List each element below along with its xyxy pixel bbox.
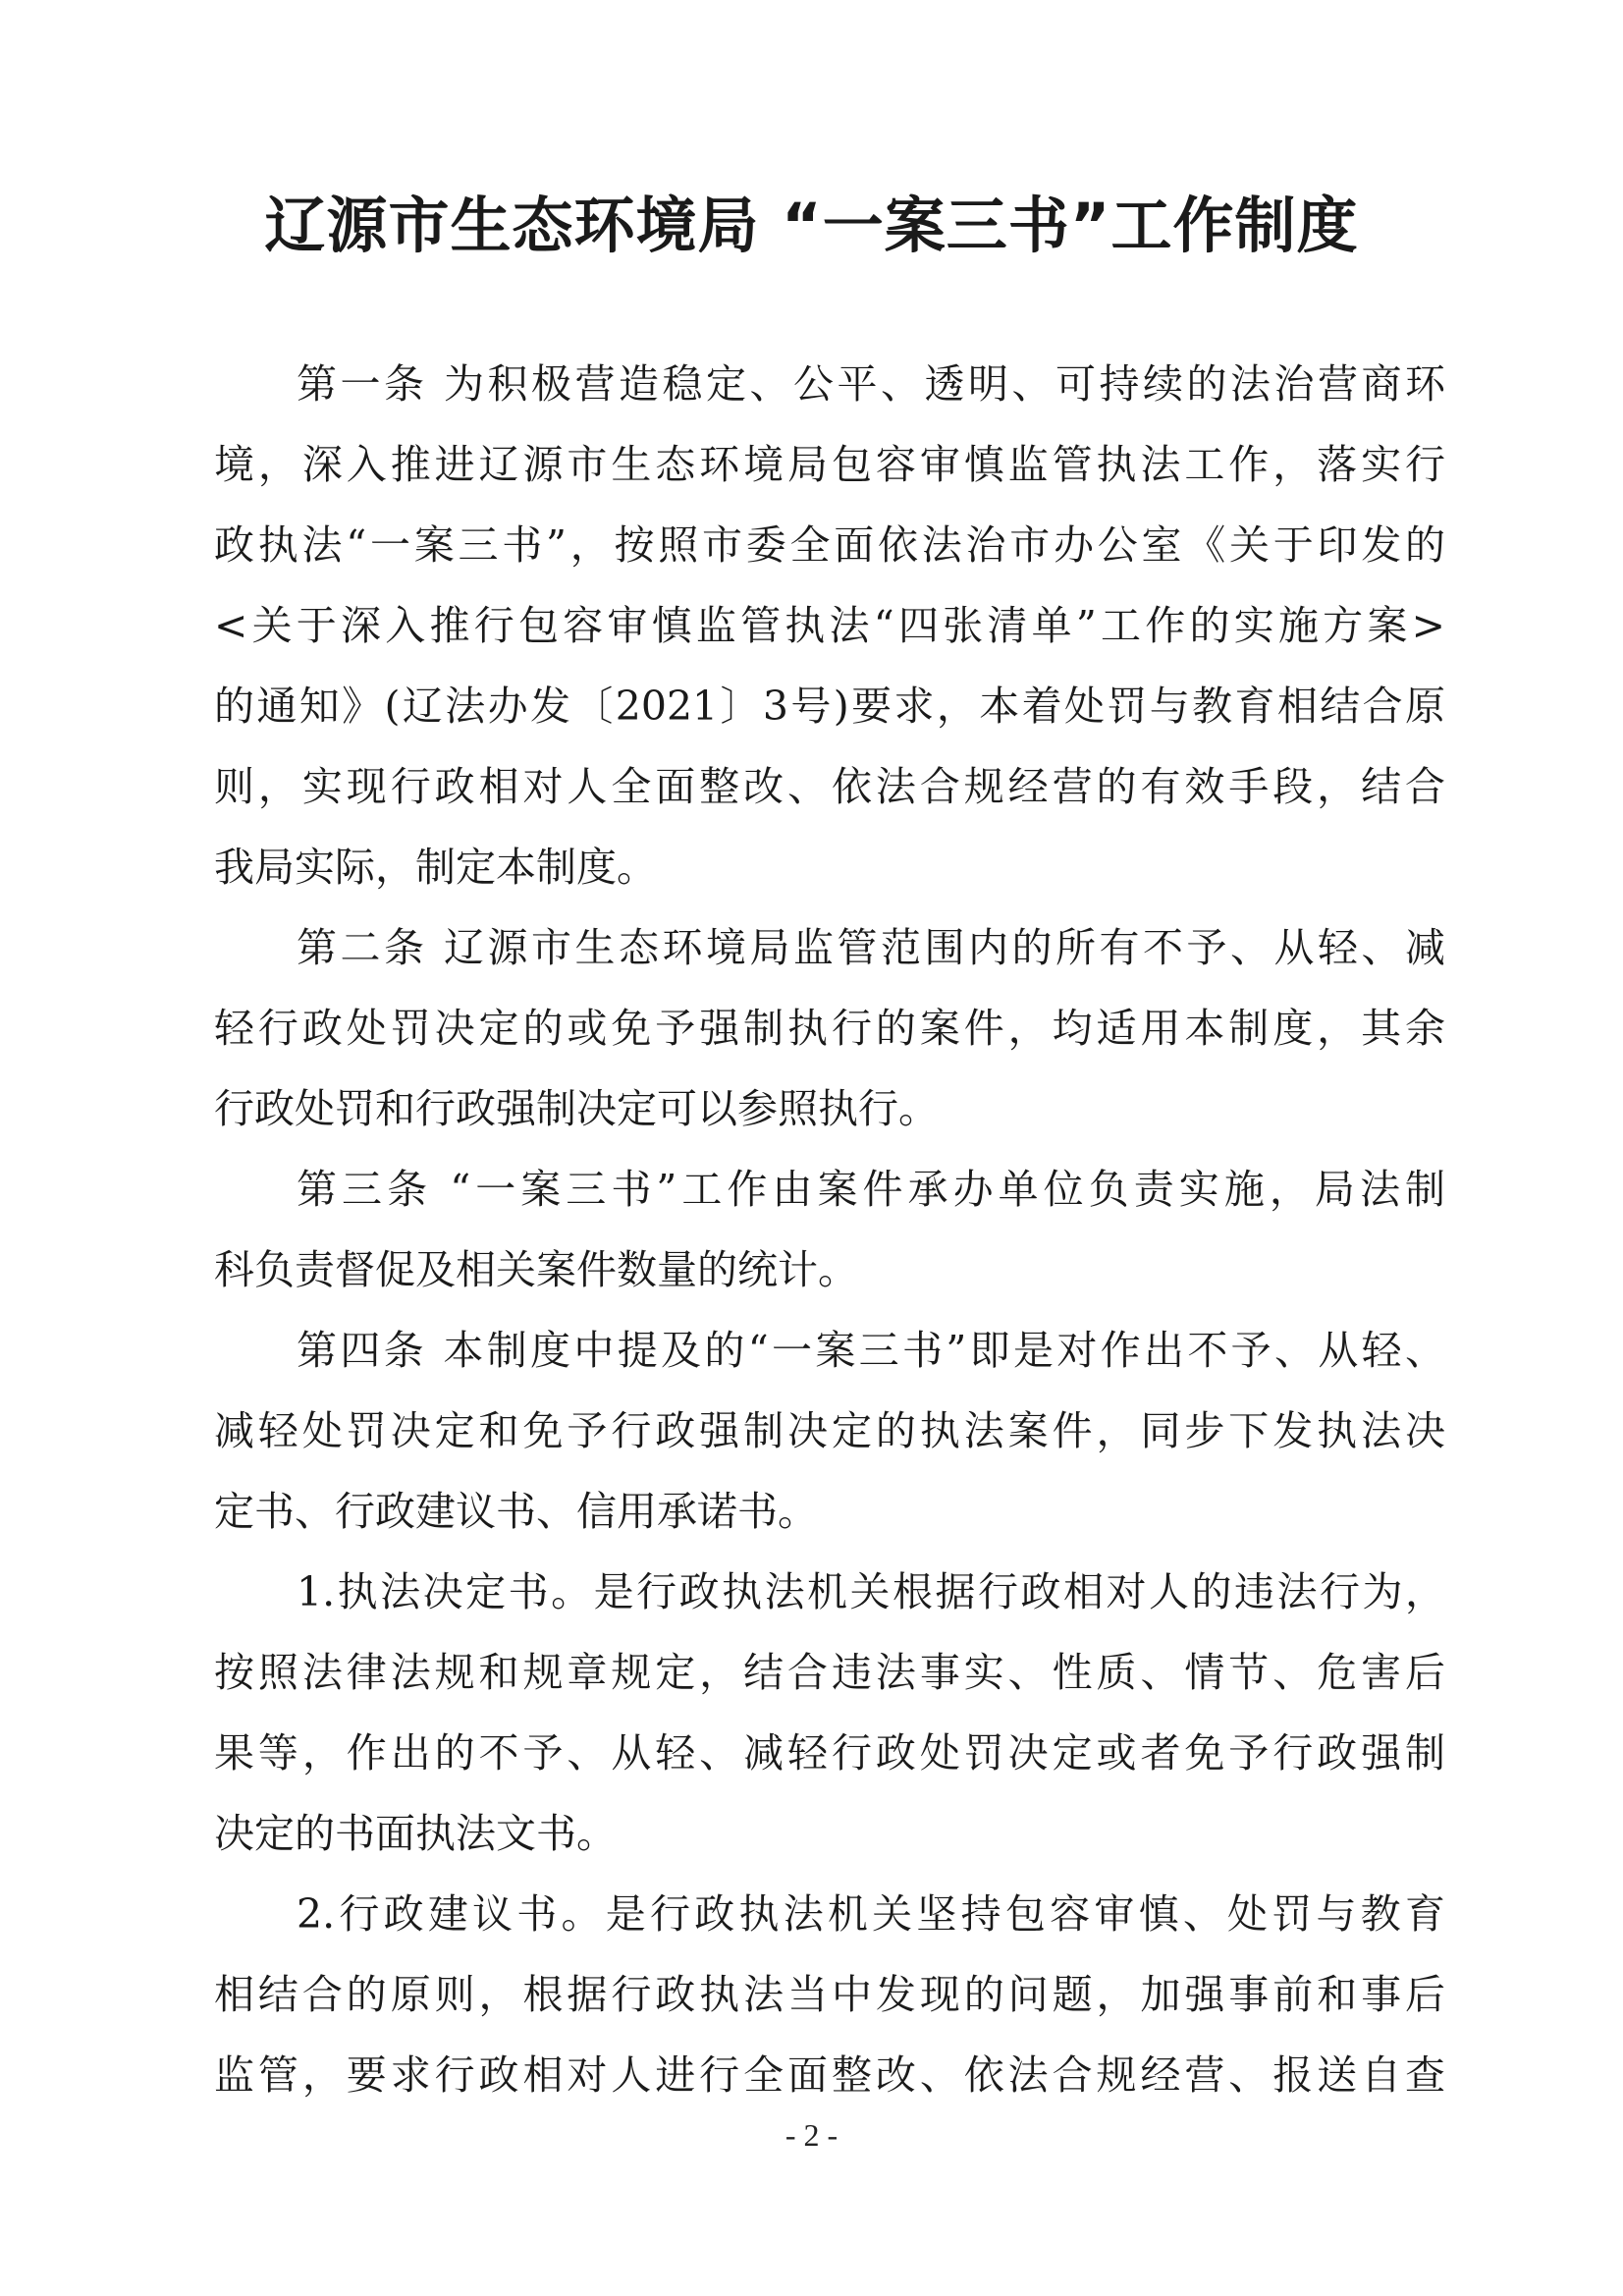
text-line: <关于深入推行包容审慎监管执法“四张清单”工作的实施方案> [214, 602, 1445, 649]
text-line: 政执法“一案三书”，按照市委全面依法治市办公室《关于印发的 [214, 521, 1445, 569]
article-3-paragraph [214, 1149, 1445, 1310]
article-4-paragraph [214, 1310, 1445, 1552]
text-line: 第二条 辽源市生态环境局监管范围内的所有不予、从轻、减 [297, 924, 1445, 971]
text-line: 则，实现行政相对人全面整改、依法合规经营的有效手段，结合 [214, 763, 1445, 810]
article-1-paragraph [214, 344, 1445, 907]
text-line: 行政处罚和行政强制决定可以参照执行。 [214, 1085, 939, 1132]
document-body [214, 344, 1445, 2115]
text-line: 科负责督促及相关案件数量的统计。 [214, 1246, 858, 1293]
item-2-paragraph [214, 1874, 1445, 2115]
text-line: 决定的书面执法文书。 [214, 1810, 617, 1857]
text-line: 境，深入推进辽源市生态环境局包容审慎监管执法工作，落实行 [214, 441, 1445, 488]
text-line: 按照法律法规和规章规定，结合违法事实、性质、情节、危害后 [214, 1649, 1445, 1696]
text-line: 果等，作出的不予、从轻、减轻行政处罚决定或者免予行政强制 [214, 1729, 1445, 1777]
text-line: 相结合的原则，根据行政执法当中发现的问题，加强事前和事后 [214, 1971, 1445, 2018]
text-line: 轻行政处罚决定的或免予强制执行的案件，均适用本制度，其余 [214, 1005, 1445, 1052]
text-line: 定书、行政建议书、信用承诺书。 [214, 1488, 818, 1535]
item-1-paragraph [214, 1552, 1445, 1874]
text-line: 监管，要求行政相对人进行全面整改、依法合规经营、报送自查 [214, 2051, 1445, 2099]
text-line: 1.执法决定书。是行政执法机关根据行政相对人的违法行为， [297, 1568, 1445, 1615]
page-number: - 2 - [784, 2117, 839, 2153]
article-2-paragraph [214, 907, 1445, 1149]
text-line: 2.行政建议书。是行政执法机关坚持包容审慎、处罚与教育 [297, 1890, 1445, 1938]
text-line: 第四条 本制度中提及的“一案三书”即是对作出不予、从轻、 [297, 1327, 1445, 1374]
text-line: 减轻处罚决定和免予行政强制决定的执法案件，同步下发执法决 [214, 1407, 1445, 1454]
text-line: 的通知》(辽法办发〔2021〕3号)要求，本着处罚与教育相结合原 [214, 683, 1445, 730]
text-line: 第一条 为积极营造稳定、公平、透明、可持续的法治营商环 [297, 360, 1445, 408]
text-line: 我局实际，制定本制度。 [214, 844, 657, 891]
document-title: 辽源市生态环境局 “一案三书”工作制度 [264, 190, 1359, 261]
text-line: 第三条 “一案三书”工作由案件承办单位负责实施，局法制 [297, 1166, 1445, 1213]
